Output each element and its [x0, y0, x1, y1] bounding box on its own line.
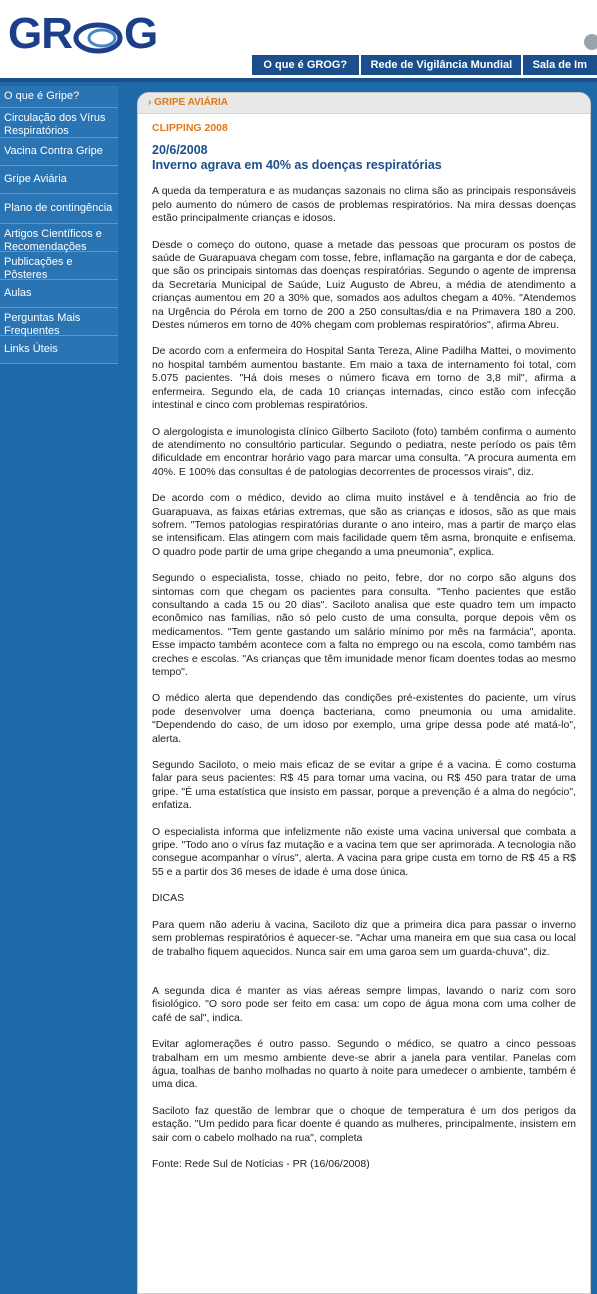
article-paragraph: Saciloto faz questão de lembrar que o choque de temperatura é um dos perigos da estação. "Um pedido para ficar doente é quando as mulheres, principalmente, insistem em sair com o cabelo molhado na rua", completa: [152, 1104, 576, 1144]
nav-what-is-grog[interactable]: O que é GROG?: [250, 55, 359, 75]
site-header: [0, 0, 597, 78]
panel-header: [138, 93, 590, 114]
logo-swoosh-icon: [72, 16, 124, 56]
sidebar-item-publications[interactable]: Publicações e Pôsteres: [0, 252, 118, 280]
article-paragraph: A queda da temperatura e as mudanças sazonais no clima são as principais responsáveis pelo aumento do número de casos de problemas respiratórios. Na mira dessas doenças estão principalmente crianças e idosos.: [152, 185, 576, 225]
section-title: GRIPE AVIÁRIA: [154, 97, 229, 108]
article-paragraph: Para quem não aderiu à vacina, Saciloto diz que a primeira dica para passar o inverno sem problemas respiratórios é aquecer-se. "Achar uma maneira em que sua casa ou local de trabalho fiquem aquecidos. Nunca sair em uma garoa sem um guarda-chuva", diz.: [152, 918, 576, 958]
sidebar-item-avian-flu[interactable]: Gripe Aviária: [0, 166, 118, 194]
article-paragraph: Segundo Saciloto, o meio mais eficaz de se evitar a gripe é a vacina. É como costuma falar para seus pacientes: R$ 45 para tomar uma vacina, ou R$ 450 para tratar de uma gripe. "É uma estatística que insisto em passar, porque a prevenção é a alma do negócio", enfatiza.: [152, 759, 576, 812]
nav-press-room[interactable]: Sala de Im: [521, 55, 597, 75]
sidebar: [0, 86, 118, 364]
logo-g: G: [124, 9, 158, 58]
article-paragraph: Evitar aglomerações é outro passo. Segundo o médico, se quatro a cinco pessoas trabalham em um mesmo ambiente deve-se abrir a janela para ventilar. Panelas com água, toalhas de banho molhadas no quarto à noite para umedecer o ambiente, também é uma dica.: [152, 1038, 576, 1091]
article-paragraph: A segunda dica é manter as vias aéreas sempre limpas, lavando o nariz com soro fisiológico. "O soro pode ser feito em casa: um copo de água mona com uma colher de café de sal", indica.: [152, 984, 576, 1024]
article: [138, 114, 590, 1171]
article-paragraph: O especialista informa que infelizmente não existe uma vacina universal que combata a gripe. "Todo ano o vírus faz mutação e a vacina tem que ser aprimorada. A tecnologia não consegue acompanhar o vírus", alerta. A vacina para gripe custa em torno de R$ 45 a R$ 55 e a partir dos 36 meses de idade é uma dose única.: [152, 825, 576, 878]
article-title: Inverno agrava em 40% as doenças respiratórias: [152, 158, 442, 173]
article-paragraph: O médico alerta que dependendo das condições pré-existentes do paciente, um vírus pode desenvolver uma doença bacteriana, como pneumonia ou uma amidalite. "Dependendo do caso, de um idoso por exemplo, uma gripe dessa pode até matá-lo", alerta.: [152, 692, 576, 745]
article-date: 20/6/2008: [152, 143, 208, 158]
article-subheading: DICAS: [152, 892, 185, 905]
sidebar-item-virus-circulation[interactable]: Circulação dos Vírus Respiratórios: [0, 108, 118, 138]
gear-icon[interactable]: [584, 34, 597, 50]
sidebar-item-scientific-articles[interactable]: Artigos Científicos e Recomendações: [0, 224, 118, 252]
top-navigation: [250, 55, 597, 75]
sidebar-item-faq[interactable]: Perguntas Mais Frequentes: [0, 308, 118, 336]
sidebar-item-classes[interactable]: Aulas: [0, 280, 118, 308]
article-paragraph: De acordo com a enfermeira do Hospital Santa Tereza, Aline Padilha Mattei, o movimento no hospital também aumentou bastante. Em maio a taxa de internamento foi total, com 5.075 pacientes. "Há dois meses o número ficava em torno de 3,8 mil", afirma a enfermeira. Segundo ela, de cada 10 crianças internadas, cinco estão com infecção intestinal e cinco com problemas respiratórios.: [152, 345, 576, 412]
section-label: › GRIPE AVIÁRIA: [148, 97, 229, 108]
grog-logo[interactable]: [8, 8, 157, 60]
article-source: Fonte: Rede Sul de Notícias - PR (16/06/2008): [152, 1157, 370, 1170]
logo-gr: GR: [8, 9, 72, 58]
article-paragraph: Desde o começo do outono, quase a metade das pessoas que procuram os postos de saúde de Guarapuava chegam com tosse, febre, inflamação na garganta e dor de cabeça, que são os principais sintomas das doenças respiratórias. Segundo o agente de imprensa da Secretaria Municipal de Saúde, Luiz Augusto de Abreu, a média de atendimento a crianças aumentou em 20 a 30% que, somados aos adultos chegam a 40%. "Atendemos na Urgência do Pérola em torno de 200 a 250 consultas/dia e na Primavera 180 a 200. Destes números em torno de 40% chegam com problemas respiratórios", afirma Abreu.: [152, 238, 576, 332]
sidebar-item-what-is-flu[interactable]: O que é Gripe?: [0, 86, 118, 108]
article-paragraph: Segundo o especialista, tosse, chiado no peito, febre, dor no corpo são alguns dos sintomas com que chegam os pacientes para consulta. "Tenho pacientes que estão consultando a cada 15 ou 20 dias". Saciloto analisa que este quadro tem um impacto econômico nas famílias, não só pelo custo de uma consulta, porque depois vêm os medicamentos. "Tem gente gastando um salário mínimo por mês na farmácia", aponta. Esse impacto também acontece com a falta no emprego ou na escola, como também nas creches e escolas. "As crianças que têm imunidade menor ficam doentes todas ao mesmo tempo".: [152, 572, 576, 678]
sidebar-item-vaccine[interactable]: Vacina Contra Gripe: [0, 138, 118, 166]
sidebar-item-contingency-plan[interactable]: Plano de contingência: [0, 194, 118, 224]
article-paragraph: O alergologista e imunologista clínico Gilberto Saciloto (foto) também confirma o aumento de atendimento no consultório particular. Segundo o pediatra, neste período os pais têm dificuldade em encontrar horário vago para marcar uma consulta. "A procura aumenta em 40%. E 100% das consultas é de patologias decorrentes de processos virais", diz.: [152, 425, 576, 478]
clipping-label: CLIPPING 2008: [152, 122, 228, 134]
header-divider: [0, 78, 597, 82]
sidebar-item-useful-links[interactable]: Links Úteis: [0, 336, 118, 364]
content-panel: [137, 92, 591, 1294]
article-paragraph: De acordo com o médico, devido ao clima muito instável e à tendência ao frio de Guarapuava, as faixas etárias extremas, que são as crianças e idosos, são as que mais sofrem. "Temos patologias respiratórias durante o ano inteiro, mas a partir de março elas se intensificam. Elas atingem com mais facilidade quem têm asma, bronquite e enfisema. O quadro pode partir de uma gripe chegando a uma pneumonia", explica.: [152, 492, 576, 558]
nav-world-surveillance[interactable]: Rede de Vigilância Mundial: [359, 55, 521, 75]
